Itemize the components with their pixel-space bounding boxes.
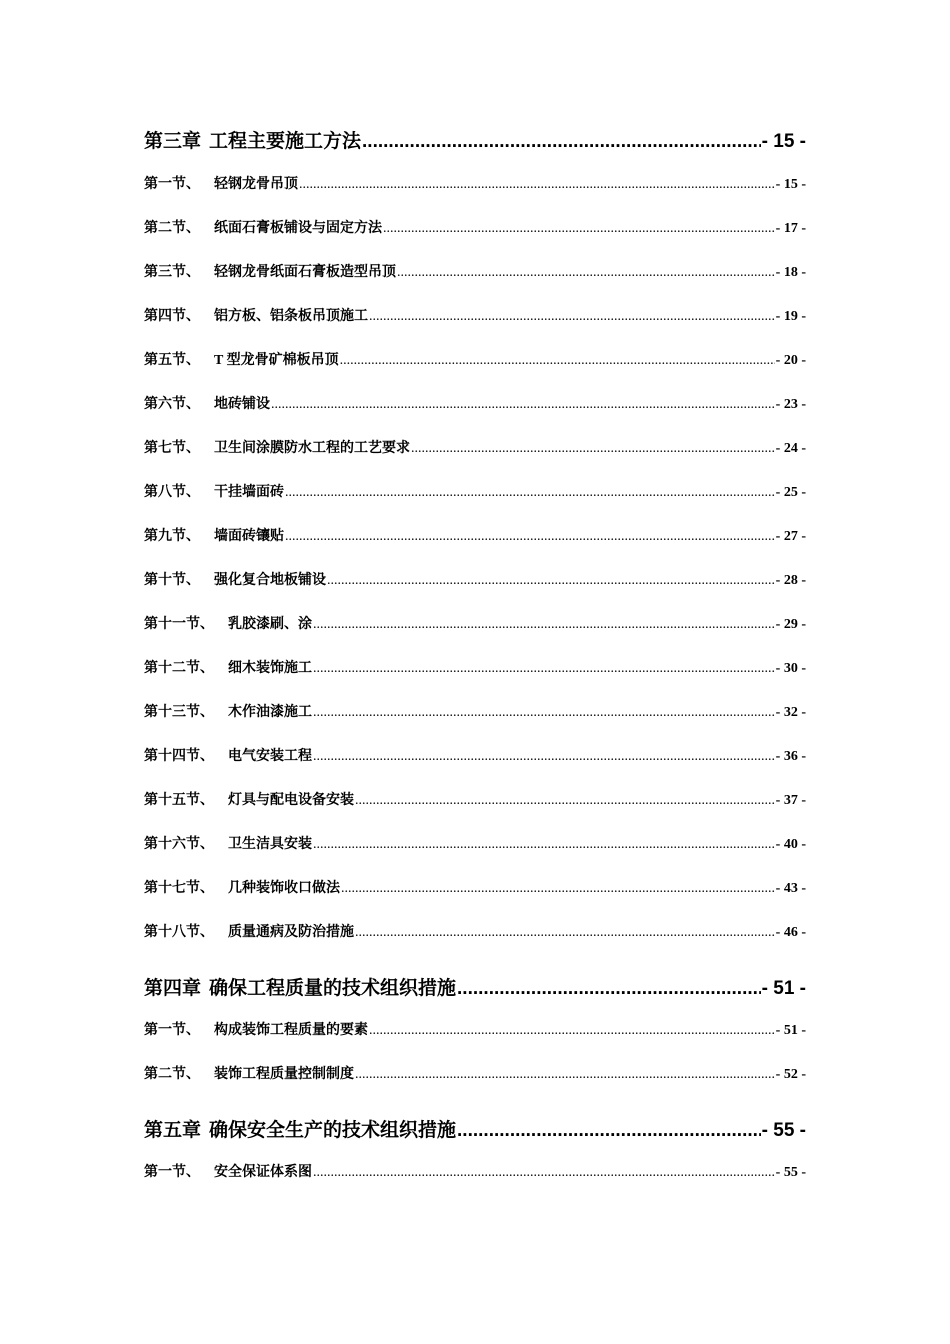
toc-entry-title: 地砖铺设 [214,397,270,412]
toc-entry-page: - 24 - [775,441,806,456]
toc-entry-page: - 51 - [761,978,806,999]
toc-entry-page: - 43 - [775,881,806,896]
toc-entry-number: 第六节、 [144,397,200,412]
toc-entry-number: 第五章 [144,1120,202,1141]
toc-entry-number: 第十三节、 [144,705,214,720]
toc-entry-number: 第二节、 [144,221,200,236]
toc-entry-page: - 51 - [775,1023,806,1038]
toc-entry-title: 确保工程质量的技术组织措施 [209,978,457,999]
dot-leader [397,265,775,281]
toc-entry-number: 第一节、 [144,1165,200,1180]
toc-entry-section[interactable] [144,393,806,413]
toc-entry-number: 第四章 [144,978,202,999]
toc-entry-title: 乳胶漆刷、涂 [228,617,312,632]
toc-entry-title: 轻钢龙骨纸面石膏板造型吊顶 [214,265,396,280]
toc-entry-section[interactable] [144,437,806,457]
toc-entry-title: 装饰工程质量控制制度 [214,1067,354,1082]
toc-entry-title: 确保安全生产的技术组织措施 [209,1120,457,1141]
dot-leader [362,131,761,153]
dot-leader [299,177,775,193]
toc-entry-section[interactable] [144,173,806,193]
toc-entry-section[interactable] [144,305,806,325]
toc-entry-title: 工程主要施工方法 [209,131,362,152]
toc-entry-page: - 40 - [775,837,806,852]
dot-leader [313,837,775,853]
dot-leader [313,705,775,721]
toc-entry-page: - 27 - [775,529,806,544]
toc-entry-number: 第十节、 [144,573,200,588]
toc-entry-section[interactable] [144,745,806,765]
toc-entry-section[interactable] [144,701,806,721]
dot-leader [313,1165,775,1181]
toc-entry-number: 第七节、 [144,441,200,456]
toc-entry-section[interactable] [144,921,806,941]
dot-leader [457,1120,761,1142]
dot-leader [383,221,775,237]
toc-entry-page: - 36 - [775,749,806,764]
toc-entry-page: - 28 - [775,573,806,588]
toc-entry-section[interactable] [144,877,806,897]
toc-entry-title: 安全保证体系图 [214,1165,312,1180]
dot-leader [341,881,775,897]
toc-entry-title: 细木装饰施工 [228,661,312,676]
toc-entry-title: T 型龙骨矿棉板吊顶 [214,353,339,368]
toc-entry-page: - 15 - [775,177,806,192]
dot-leader [457,978,761,1000]
dot-leader [369,309,775,325]
toc-entry-section[interactable] [144,481,806,501]
toc-entry-page: - 52 - [775,1067,806,1082]
toc-entry-title: 构成装饰工程质量的要素 [214,1023,368,1038]
toc-entry-section[interactable] [144,217,806,237]
toc-entry-section[interactable] [144,525,806,545]
toc-entry-section[interactable] [144,1019,806,1039]
toc-entry-page: - 32 - [775,705,806,720]
toc-entry-page: - 20 - [775,353,806,368]
dot-leader [313,661,775,677]
dot-leader [285,529,775,545]
toc-entry-number: 第十六节、 [144,837,214,852]
toc-entry-number: 第十八节、 [144,925,214,940]
dot-leader [313,617,775,633]
toc-entry-title: 电气安装工程 [228,749,312,764]
toc-entry-section[interactable] [144,657,806,677]
toc-entry-chapter-5[interactable] [144,1115,806,1142]
dot-leader [369,1023,775,1039]
dot-leader [355,1067,775,1083]
toc-entry-page: - 30 - [775,661,806,676]
toc-entry-title: 轻钢龙骨吊顶 [214,177,298,192]
toc-entry-chapter-3[interactable] [144,126,806,153]
toc-entry-number: 第三节、 [144,265,200,280]
toc-entry-page: - 55 - [775,1165,806,1180]
toc-entry-title: 质量通病及防治措施 [228,925,354,940]
toc-entry-chapter-4[interactable] [144,973,806,1000]
toc-entry-title: 几种装饰收口做法 [228,881,340,896]
toc-entry-section[interactable] [144,1161,806,1181]
toc-entry-section[interactable] [144,349,806,369]
toc-entry-title: 灯具与配电设备安装 [228,793,354,808]
toc-entry-number: 第十一节、 [144,617,214,632]
toc-entry-number: 第十二节、 [144,661,214,676]
dot-leader [355,925,775,941]
dot-leader [327,573,775,589]
toc-entry-title: 纸面石膏板铺设与固定方法 [214,221,382,236]
toc-entry-number: 第四节、 [144,309,200,324]
dot-leader [411,441,775,457]
dot-leader [271,397,775,413]
dot-leader [313,749,775,765]
toc-entry-page: - 18 - [775,265,806,280]
toc-entry-page: - 29 - [775,617,806,632]
toc-entry-section[interactable] [144,1063,806,1083]
toc-entry-number: 第三章 [144,131,202,152]
toc-entry-number: 第八节、 [144,485,200,500]
toc-entry-title: 卫生洁具安装 [228,837,312,852]
toc-entry-number: 第十五节、 [144,793,214,808]
toc-entry-title: 铝方板、铝条板吊顶施工 [214,309,368,324]
toc-entry-number: 第十七节、 [144,881,214,896]
toc-entry-page: - 23 - [775,397,806,412]
toc-entry-title: 墙面砖镶贴 [214,529,284,544]
toc-entry-number: 第十四节、 [144,749,214,764]
toc-entry-number: 第二节、 [144,1067,200,1082]
toc-entry-title: 卫生间涂膜防水工程的工艺要求 [214,441,410,456]
dot-leader [340,353,775,369]
toc-entry-number: 第九节、 [144,529,200,544]
toc-entry-page: - 25 - [775,485,806,500]
dot-leader [285,485,775,501]
toc-entry-page: - 46 - [775,925,806,940]
toc-entry-section[interactable] [144,833,806,853]
toc-entry-section[interactable] [144,789,806,809]
toc-entry-title: 木作油漆施工 [228,705,312,720]
toc-entry-number: 第一节、 [144,1023,200,1038]
toc-entry-number: 第五节、 [144,353,200,368]
toc-entry-section[interactable] [144,613,806,633]
toc-entry-page: - 55 - [761,1120,806,1141]
toc-entry-page: - 15 - [761,131,806,152]
toc-entry-section[interactable] [144,261,806,281]
toc-entry-page: - 17 - [775,221,806,236]
dot-leader [355,793,775,809]
toc-entry-page: - 19 - [775,309,806,324]
toc-entry-page: - 37 - [775,793,806,808]
toc-entry-title: 干挂墙面砖 [214,485,284,500]
toc-entry-section[interactable] [144,569,806,589]
toc-entry-number: 第一节、 [144,177,200,192]
toc-entry-title: 强化复合地板铺设 [214,573,326,588]
